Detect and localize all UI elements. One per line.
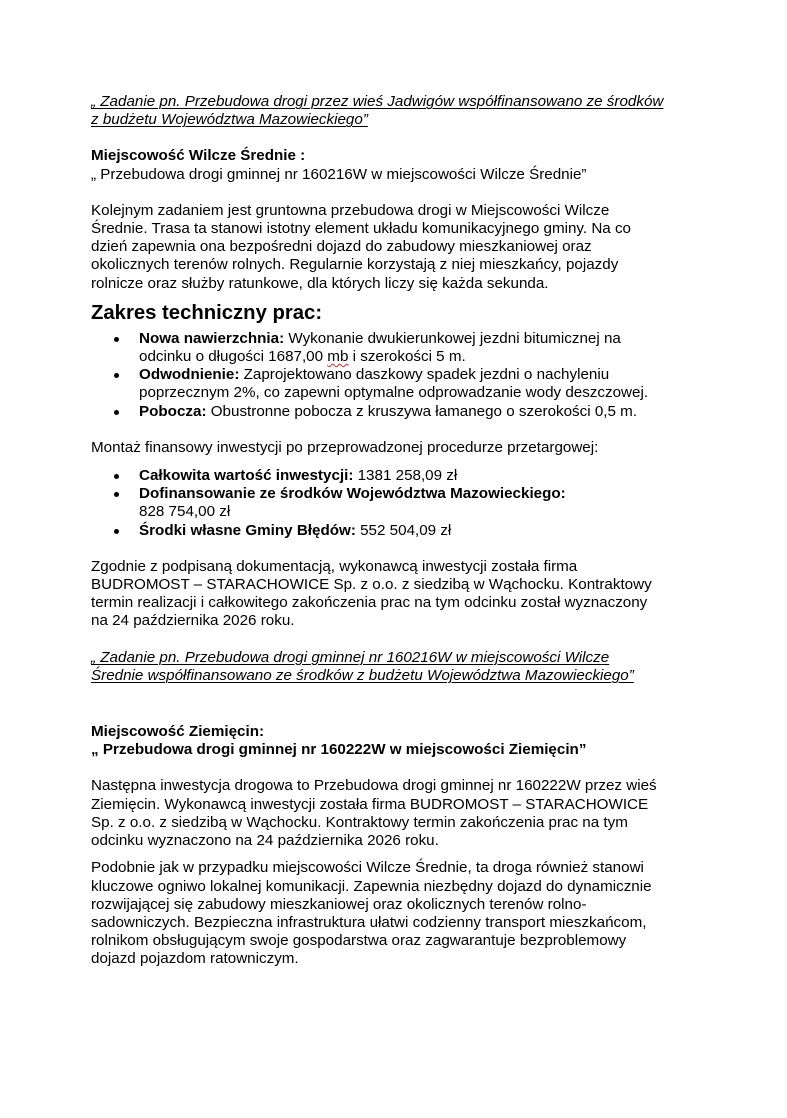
locality-heading-wilcze: Miejscowość Wilcze Średnie : <box>91 147 306 165</box>
text-line: Średnie. Trasa ta stanowi istotny element układu komunikacyjnego gminy. Na co <box>91 220 631 238</box>
contractor-paragraph <box>91 558 711 631</box>
caption-line: z budżetu Województwa Mazowieckiego” <box>91 111 368 129</box>
item-text: odcinku o długości 1687,00 <box>139 348 328 366</box>
item-label: Środki własne Gminy Błędów: <box>139 521 356 539</box>
list-item <box>91 330 711 366</box>
item-label: Dofinansowanie ze środków Województwa Mazowieckiego: <box>139 485 566 503</box>
ziemiecin-paragraph-2 <box>91 859 711 968</box>
list-item <box>91 467 711 485</box>
text-line: kluczowe ogniwo lokalnej komunikacji. Zapewnia niezbędny dojazd do dynamicznie <box>91 877 652 895</box>
item-text: poprzecznym 2%, co zapewni optymalne odprowadzanie wody deszczowej. <box>139 384 649 402</box>
bullet-icon <box>114 337 119 342</box>
item-text: i szerokości 5 m. <box>348 348 466 366</box>
caption-line: „ Zadanie pn. Przebudowa drogi gminnej nr 160216W w miejscowości Wilcze <box>91 648 610 666</box>
funding-caption-jadwigow <box>91 93 711 129</box>
text-line: Zgodnie z podpisaną dokumentacją, wykonawcą inwestycji została firma <box>91 557 578 575</box>
list-item <box>91 366 711 402</box>
caption-line: Średnie współfinansowano ze środków z budżetu Województwa Mazowieckiego” <box>91 666 634 684</box>
ziemiecin-paragraph-1 <box>91 777 711 850</box>
spellcheck-flagged-word: mb <box>327 348 349 366</box>
item-text: Zaprojektowano daszkowy spadek jezdni o nachyleniu <box>239 366 610 384</box>
project-title-wilcze: „ Przebudowa drogi gminnej nr 160216W w miejscowości Wilcze Średnie” <box>91 165 587 183</box>
text-line: Ziemięcin. Wykonawcą inwestycji została firma BUDROMOST – STARACHOWICE <box>91 795 649 813</box>
text-line: Następna inwestycja drogowa to Przebudowa drogi gminnej nr 160222W przez wieś <box>91 777 657 795</box>
text-line: dzień zapewnia ona bezpośredni dojazd do zabudowy mieszkaniowej oraz <box>91 238 592 256</box>
list-item <box>91 403 711 421</box>
financing-list <box>91 467 711 540</box>
text-line: Podobnie jak w przypadku miejscowości Wilcze Średnie, ta droga również stanowi <box>91 859 644 877</box>
item-text: Obustronne pobocza z kruszywa łamanego o szerokości 0,5 m. <box>206 402 638 420</box>
text-line: termin realizacji i całkowitego zakończenia prac na tym odcinku został wyznaczony <box>91 594 648 612</box>
text-line: rolnikom obsługującym swoje gospodarstwa oraz zagwarantuje bezproblemowy <box>91 932 627 950</box>
bullet-icon <box>114 492 119 497</box>
document-page <box>91 93 711 969</box>
text-line: rozwijającej się zabudowy mieszkaniowej oraz okolicznych terenów rolno- <box>91 895 587 913</box>
caption-line: „ Zadanie pn. Przebudowa drogi przez wieś Jadwigów współfinansowano ze środków <box>91 93 664 110</box>
text-line: rolnicze oraz służby ratunkowe, dla których liczy się każda sekunda. <box>91 274 549 292</box>
text-line: Kolejnym zadaniem jest gruntowna przebudowa drogi w Miejscowości Wilcze <box>91 201 610 219</box>
item-text: Wykonanie dwukierunkowej jezdni bitumicznej na <box>284 329 621 347</box>
list-item <box>91 522 711 540</box>
item-label: Odwodnienie: <box>139 366 240 384</box>
text-line: okolicznych terenów rolnych. Regularnie korzystają z niej mieszkańcy, pojazdy <box>91 256 619 274</box>
text-line: Sp. z o.o. z siedzibą w Wąchocku. Kontraktowy termin zakończenia prac na tym <box>91 813 628 831</box>
bullet-icon <box>114 410 119 415</box>
item-label: Nowa nawierzchnia: <box>139 329 285 347</box>
description-paragraph <box>91 202 711 293</box>
bullet-icon <box>114 474 119 479</box>
text-line: dojazd pojazdom ratowniczym. <box>91 950 299 968</box>
bullet-icon <box>114 529 119 534</box>
item-label: Pobocza: <box>139 402 207 420</box>
item-value: 552 504,09 zł <box>355 521 452 539</box>
text-line: BUDROMOST – STARACHOWICE Sp. z o.o. z siedzibą w Wąchocku. Kontraktowy <box>91 576 652 594</box>
funding-caption-wilcze <box>91 649 711 685</box>
bullet-icon <box>114 373 119 378</box>
item-value: 828 754,00 zł <box>139 503 231 521</box>
text-line: sadowniczych. Bezpieczna infrastruktura ułatwi codzienny transport mieszkańcom, <box>91 913 647 931</box>
scope-list <box>91 330 711 421</box>
locality-heading-ziemiecin: Miejscowość Ziemięcin: <box>91 723 265 741</box>
project-title-ziemiecin: „ Przebudowa drogi gminnej nr 160222W w miejscowości Ziemięcin” <box>91 741 587 759</box>
text-line: na 24 października 2026 roku. <box>91 612 295 630</box>
financing-intro: Montaż finansowy inwestycji po przeprowadzonej procedurze przetargowej: <box>91 438 599 456</box>
list-item <box>91 485 711 521</box>
scope-heading: Zakres techniczny prac: <box>91 301 323 324</box>
item-value: 1381 258,09 zł <box>353 467 458 485</box>
item-label: Całkowita wartość inwestycji: <box>139 467 354 485</box>
text-line: odcinku wyznaczono na 24 października 2026 roku. <box>91 832 439 850</box>
